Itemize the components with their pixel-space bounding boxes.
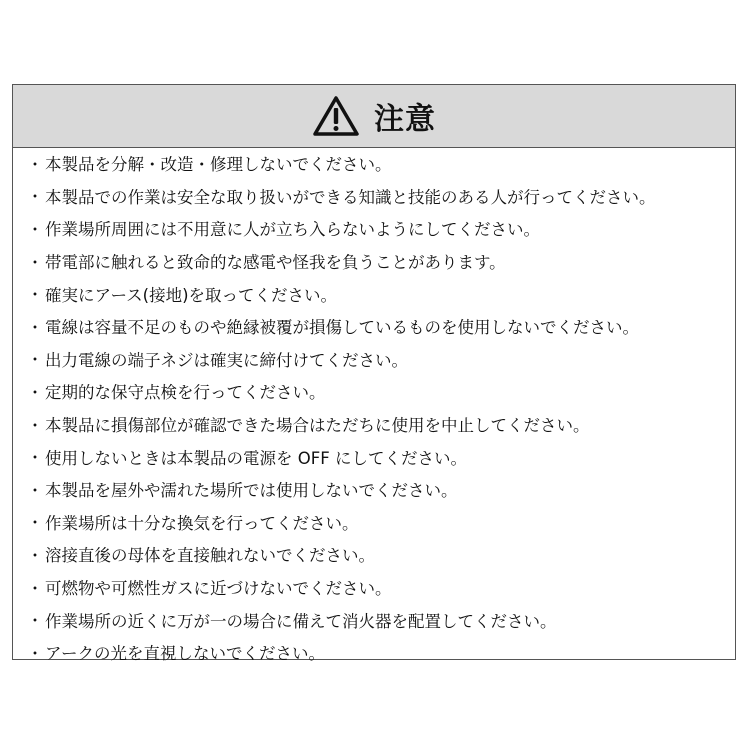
list-item bbox=[25, 440, 729, 473]
bullet: ・ bbox=[26, 187, 43, 207]
list-item-text: 出力電線の端子ネジは確実に締付けてください。 bbox=[45, 350, 408, 370]
list-item bbox=[25, 408, 729, 441]
warning-triangle-icon bbox=[312, 95, 360, 137]
list-item bbox=[25, 343, 729, 376]
list-item bbox=[25, 473, 729, 506]
list-item-text: 本製品を分解・改造・修理しないでください。 bbox=[45, 155, 392, 175]
list-item-text: 定期的な保守点検を行ってください。 bbox=[45, 383, 326, 403]
list-item bbox=[25, 538, 729, 571]
list-item-text: 溶接直後の母体を直接触れないでください。 bbox=[45, 546, 375, 566]
bullet: ・ bbox=[26, 545, 43, 565]
list-item bbox=[25, 603, 729, 636]
bullet: ・ bbox=[26, 643, 43, 663]
list-item bbox=[25, 277, 729, 310]
bullet: ・ bbox=[26, 350, 43, 370]
list-item-text: 作業場所周囲には不用意に人が立ち入らないようにしてください。 bbox=[45, 220, 540, 240]
list-item-text: 電線は容量不足のものや絶縁被覆が損傷しているものを使用しないでください。 bbox=[45, 318, 639, 338]
notice-title: 注意 bbox=[374, 102, 436, 137]
bullet: ・ bbox=[26, 219, 43, 239]
notice-list bbox=[25, 147, 729, 669]
list-item-text: 帯電部に触れると致命的な感電や怪我を負うことがあります。 bbox=[45, 253, 506, 273]
list-item bbox=[25, 375, 729, 408]
list-item-text: 確実にアース(接地)を取ってください。 bbox=[45, 285, 338, 305]
list-item bbox=[25, 571, 729, 604]
list-item-text: 本製品を屋外や濡れた場所では使用しないでください。 bbox=[45, 481, 458, 501]
bullet: ・ bbox=[26, 252, 43, 272]
list-item-text: 作業場所は十分な換気を行ってください。 bbox=[45, 513, 359, 533]
list-item-text: 本製品に損傷部位が確認できた場合はただちに使用を中止してください。 bbox=[45, 416, 590, 436]
bullet: ・ bbox=[26, 611, 43, 631]
list-item-text: 本製品での作業は安全な取り扱いができる知識と技能のある人が行ってください。 bbox=[45, 187, 656, 207]
list-item bbox=[25, 147, 729, 180]
list-item-text: 使用しないときは本製品の電源を OFF にしてください。 bbox=[45, 448, 467, 468]
bullet: ・ bbox=[26, 448, 43, 468]
bullet: ・ bbox=[26, 382, 43, 402]
list-item-text: 作業場所の近くに万が一の場合に備えて消火器を配置してください。 bbox=[45, 611, 557, 631]
notice-box bbox=[12, 84, 736, 664]
list-item bbox=[25, 180, 729, 213]
bullet: ・ bbox=[26, 415, 43, 435]
bullet: ・ bbox=[26, 285, 43, 305]
bullet: ・ bbox=[26, 317, 43, 337]
list-item bbox=[25, 636, 729, 669]
list-item-text: 可燃物や可燃性ガスに近づけないでください。 bbox=[45, 579, 392, 599]
list-item bbox=[25, 310, 729, 343]
list-item bbox=[25, 506, 729, 539]
bullet: ・ bbox=[26, 480, 43, 500]
bullet: ・ bbox=[26, 154, 43, 174]
list-item bbox=[25, 245, 729, 278]
bullet: ・ bbox=[26, 578, 43, 598]
list-item-text: アークの光を直視しないでください。 bbox=[45, 644, 326, 664]
list-item bbox=[25, 212, 729, 245]
bullet: ・ bbox=[26, 513, 43, 533]
notice-header bbox=[13, 85, 735, 148]
